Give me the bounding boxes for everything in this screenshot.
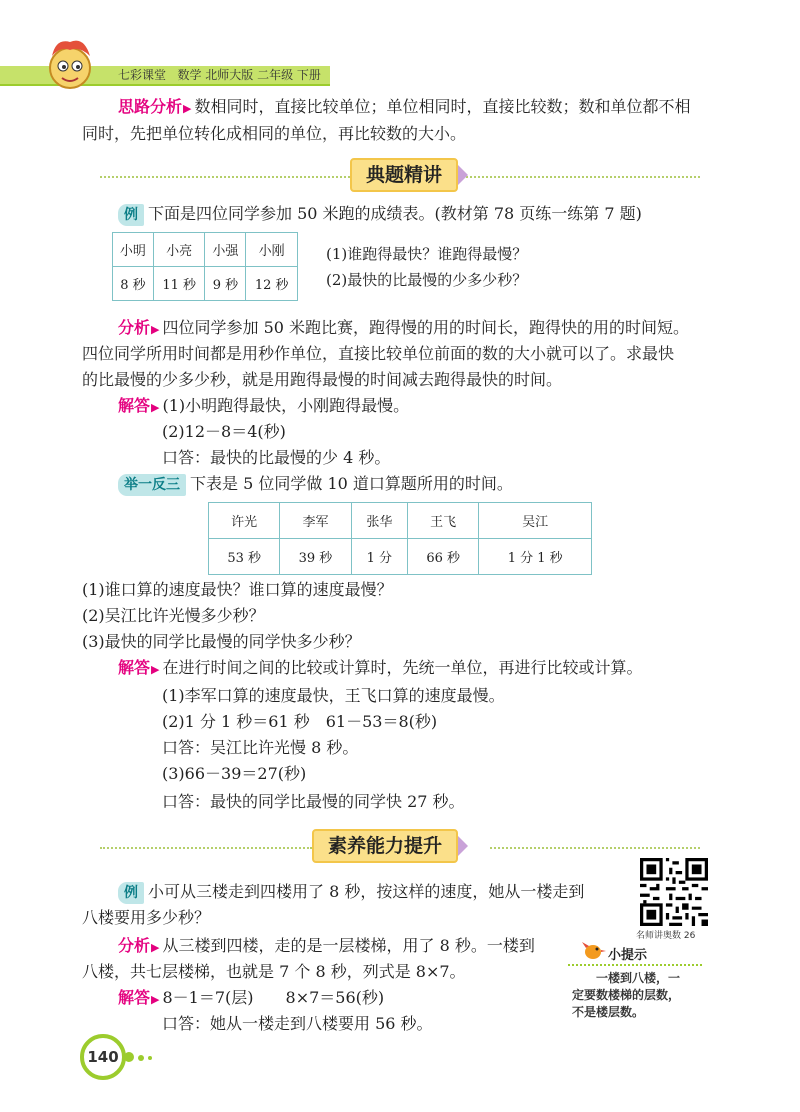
example-tag: 例 (118, 882, 144, 904)
table-cell: 1 分 (351, 539, 407, 575)
practice-prompt (118, 472, 513, 496)
analysis-text: 四位同学所用时间都是用秒作单位，直接比较单位前面的数的大小就可以了。求最快 (82, 344, 675, 363)
example2-analysis-2: 八楼，共七层楼梯，也就是 7 个 8 秒，列式是 8×7。 (82, 962, 466, 981)
example2-prompt-1 (118, 880, 584, 904)
decor-dot (148, 1056, 152, 1060)
analysis-text: 从三楼到四楼，走的是一层楼梯，用了 8 秒。一楼到 (162, 936, 535, 955)
thinking-text-1: 数相同时，直接比较单位；单位相同时，直接比较数；数和单位都不相 (194, 97, 691, 116)
example1-q1: (1)谁跑得最快？谁跑得最慢？ (326, 245, 528, 263)
practice-tag: 举一反三 (118, 474, 186, 496)
table-cell: 9 秒 (205, 267, 246, 301)
example2-answer-1 (118, 986, 384, 1012)
table-cell: 53 秒 (209, 539, 280, 575)
table-cell: 1 分 1 秒 (479, 539, 592, 575)
tip-title: 小提示 (608, 948, 648, 963)
answer-text: (2)1 分 1 秒＝61 秒 61－53＝8(秒) (162, 712, 438, 731)
thinking-text-2: 同时，先把单位转化成相同的单位，再比较数的大小。 (82, 124, 467, 143)
answer-text: 口答：吴江比许光慢 8 秒。 (162, 738, 359, 757)
qr-caption: 名师讲奥数 26 (636, 931, 696, 941)
answer-text: 在进行时间之间的比较或计算时，先统一单位，再进行比较或计算。 (162, 658, 643, 677)
table-header-cell: 张华 (351, 503, 407, 539)
example1-prompt (118, 202, 642, 226)
bird-icon (580, 940, 606, 962)
header-text (118, 66, 321, 84)
table-cell: 8 秒 (113, 267, 154, 301)
table-header-cell: 小刚 (246, 233, 298, 267)
section-title-ability: 素养能力提升 (312, 829, 458, 863)
table-header-cell: 小明 (113, 233, 154, 267)
tip-line: 一楼到八楼，一 (596, 971, 681, 985)
arrow-icon: ▶ (151, 401, 160, 414)
tip-text (572, 970, 680, 1021)
mascot-icon (44, 34, 98, 90)
arrow-icon: ▶ (151, 993, 160, 1006)
tip-line: 不是楼层数。 (572, 1005, 645, 1019)
tip-underline (568, 964, 702, 966)
example2-answer-2: 口答：她从一楼走到八楼要用 56 秒。 (162, 1014, 433, 1033)
table-cell: 39 秒 (280, 539, 351, 575)
table-cell: 66 秒 (408, 539, 479, 575)
example2-prompt-text: 小可从三楼走到四楼用了 8 秒，按这样的速度，她从一楼走到 (148, 882, 585, 901)
arrow-icon: ▶ (151, 941, 160, 954)
analysis-text: 的比最慢的少多少秒，就是用跑得最慢的时间减去跑得最快的时间。 (82, 370, 563, 389)
answer-text: 口答：最快的同学比最慢的同学快 27 秒。 (162, 792, 465, 811)
header-series: 七彩课堂 (118, 68, 167, 82)
example2-analysis-1 (118, 934, 535, 960)
tip-box (568, 944, 702, 1028)
practice-question: (2)吴江比许光慢多少秒？ (82, 606, 265, 625)
page-number-badge (80, 1034, 126, 1080)
table-header-cell: 李军 (280, 503, 351, 539)
table-cell: 12 秒 (246, 267, 298, 301)
run-results-table (112, 232, 298, 301)
practice-question: (3)最快的同学比最慢的同学快多少秒？ (82, 632, 361, 651)
arrow-icon: ▶ (151, 323, 160, 336)
practice-answer-intro (118, 656, 643, 682)
section-divider (100, 176, 350, 178)
example-tag: 例 (118, 204, 144, 226)
calc-time-table (208, 502, 592, 575)
analysis-label: 分析 (118, 936, 151, 955)
practice-question: (1)谁口算的速度最快？谁口算的速度最慢？ (82, 580, 393, 599)
arrow-icon: ▶ (151, 663, 160, 676)
answer-text: (2)12－8＝4(秒) (162, 422, 286, 441)
table-header-cell: 小强 (205, 233, 246, 267)
answer-label: 解答 (118, 396, 151, 415)
example1-prompt-text: 下面是四位同学参加 50 米跑的成绩表。(教材第 78 页练一练第 7 题) (148, 204, 642, 223)
table-header-cell: 王飞 (408, 503, 479, 539)
table-header-cell: 小亮 (153, 233, 205, 267)
qr-code-icon (640, 858, 708, 926)
thinking-line-1 (118, 95, 691, 121)
header-subject: 数学 北师大版 二年级 下册 (177, 68, 321, 82)
table-header-cell: 许光 (209, 503, 280, 539)
example1-q2: (2)最快的比最慢的少多少秒？ (326, 271, 528, 289)
table-cell: 11 秒 (153, 267, 205, 301)
practice-prompt-text: 下表是 5 位同学做 10 道口算题所用的时间。 (190, 474, 513, 493)
analysis-line-1 (118, 316, 689, 342)
answer-line-1 (118, 394, 409, 420)
answer-text: 8－1＝7(层) 8×7＝56(秒) (162, 988, 385, 1007)
example2-prompt-2: 八楼要用多少秒？ (82, 908, 211, 927)
analysis-text: 四位同学参加 50 米跑比赛，跑得慢的用的时间长，跑得快的用的时间短。 (162, 318, 690, 337)
decor-dot (138, 1055, 144, 1061)
answer-text: (1)李军口算的速度最快，王飞口算的速度最慢。 (162, 686, 505, 705)
thinking-label: 思路分析 (118, 97, 183, 116)
answer-text: (1)小明跑得最快，小刚跑得最慢。 (162, 396, 410, 415)
section-divider (100, 847, 312, 849)
answer-label: 解答 (118, 658, 151, 677)
page-number: 140 (87, 1048, 119, 1066)
section-title-typical: 典题精讲 (350, 158, 458, 192)
section-divider (450, 176, 700, 178)
analysis-label: 分析 (118, 318, 151, 337)
decor-dot (124, 1052, 134, 1062)
tip-line: 定要数楼梯的层数， (572, 988, 681, 1002)
section-divider (490, 847, 700, 849)
answer-text: (3)66－39＝27(秒) (162, 764, 307, 783)
answer-label: 解答 (118, 988, 151, 1007)
answer-text: 口答：最快的比最慢的少 4 秒。 (162, 448, 391, 467)
table-header-cell: 吴江 (479, 503, 592, 539)
arrow-icon: ▶ (183, 102, 192, 115)
